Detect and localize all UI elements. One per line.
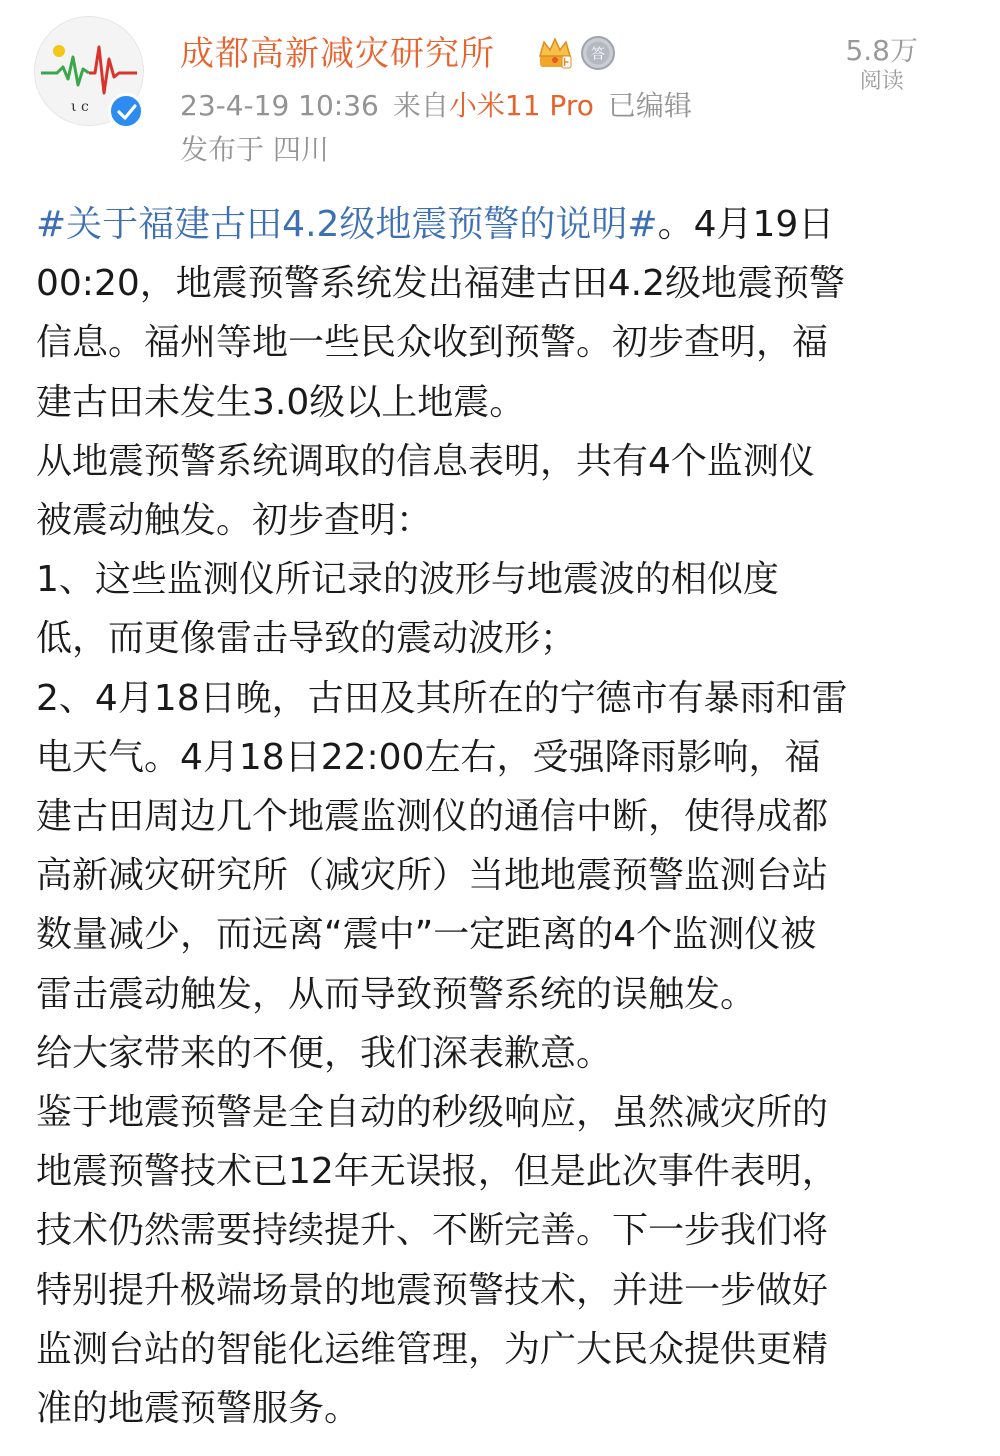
body-line: 被震动触发。初步查明：	[36, 500, 433, 542]
body-line: 从地震预警系统调取的信息表明，共有4个监测仪	[36, 440, 815, 482]
body-line: 00:20，地震预警系统发出福建古田4.2级地震预警	[36, 263, 845, 305]
post-location: 发布于 四川	[180, 133, 329, 166]
view-count-label: 阅读	[859, 69, 904, 94]
body-line: 数量减少，而远离“震中”一定距离的4个监测仪被	[36, 914, 817, 956]
body-line: 低，而更像雷击导致的震动波形；	[36, 618, 577, 660]
body-line: 特别提升极端场景的地震预警技术，并进一步做好	[36, 1269, 829, 1311]
body-line: 电天气。4月18日22:00左右，受强降雨影响，福	[36, 736, 821, 778]
view-count-value: 5.8万	[845, 34, 918, 67]
edited-label[interactable]: 已编辑	[607, 89, 692, 122]
post-header	[0, 0, 1000, 180]
topic-link[interactable]: #关于福建古田4.2级地震预警的说明#	[36, 204, 658, 245]
body-line: 高新减灾研究所（减灾所）当地地震预警监测台站	[36, 855, 829, 897]
medal-icon[interactable]	[580, 35, 616, 71]
body-line: 鉴于地震预警是全自动的秒级响应，虽然减灾所的	[36, 1092, 829, 1134]
body-line: 建古田周边几个地震监测仪的通信中断，使得成都	[36, 796, 829, 838]
body-line: 地震预警技术已12年无误报，但是此次事件表明，	[36, 1151, 838, 1193]
post-meta	[180, 86, 692, 126]
view-count	[845, 34, 918, 96]
avatar-logo-text: ι c	[71, 99, 89, 115]
body-line: 准的地震预警服务。	[36, 1388, 361, 1430]
author-name[interactable]: 成都高新减灾研究所	[180, 34, 495, 74]
body-line: 监测台站的智能化运维管理，为广大民众提供更精	[36, 1328, 829, 1370]
device-link[interactable]: 小米11 Pro	[448, 89, 594, 122]
verified-check-icon	[108, 93, 144, 129]
body-line: 信息。福州等地一些民众收到预警。初步查明，福	[36, 322, 829, 364]
body-line: #关于福建古田4.2级地震预警的说明#。4月19日	[36, 204, 835, 245]
body-line: 2、4月18日晚，古田及其所在的宁德市有暴雨和雷	[36, 677, 848, 719]
crown-icon[interactable]	[536, 36, 574, 70]
body-line: 雷击震动触发，从而导致预警系统的误触发。	[36, 973, 757, 1015]
post-date: 23-4-19 10:36	[180, 89, 379, 122]
post-body	[36, 195, 966, 1438]
source-prefix: 来自	[392, 89, 449, 122]
body-line: 建古田未发生3.0级以上地震。	[36, 381, 526, 423]
body-line: 给大家带来的不便，我们深表歉意。	[36, 1032, 613, 1074]
medal-char: 答	[591, 46, 605, 63]
body-line: 1、这些监测仪所记录的波形与地震波的相似度	[36, 559, 779, 601]
body-line: 技术仍然需要持续提升、不断完善。下一步我们将	[36, 1210, 829, 1252]
